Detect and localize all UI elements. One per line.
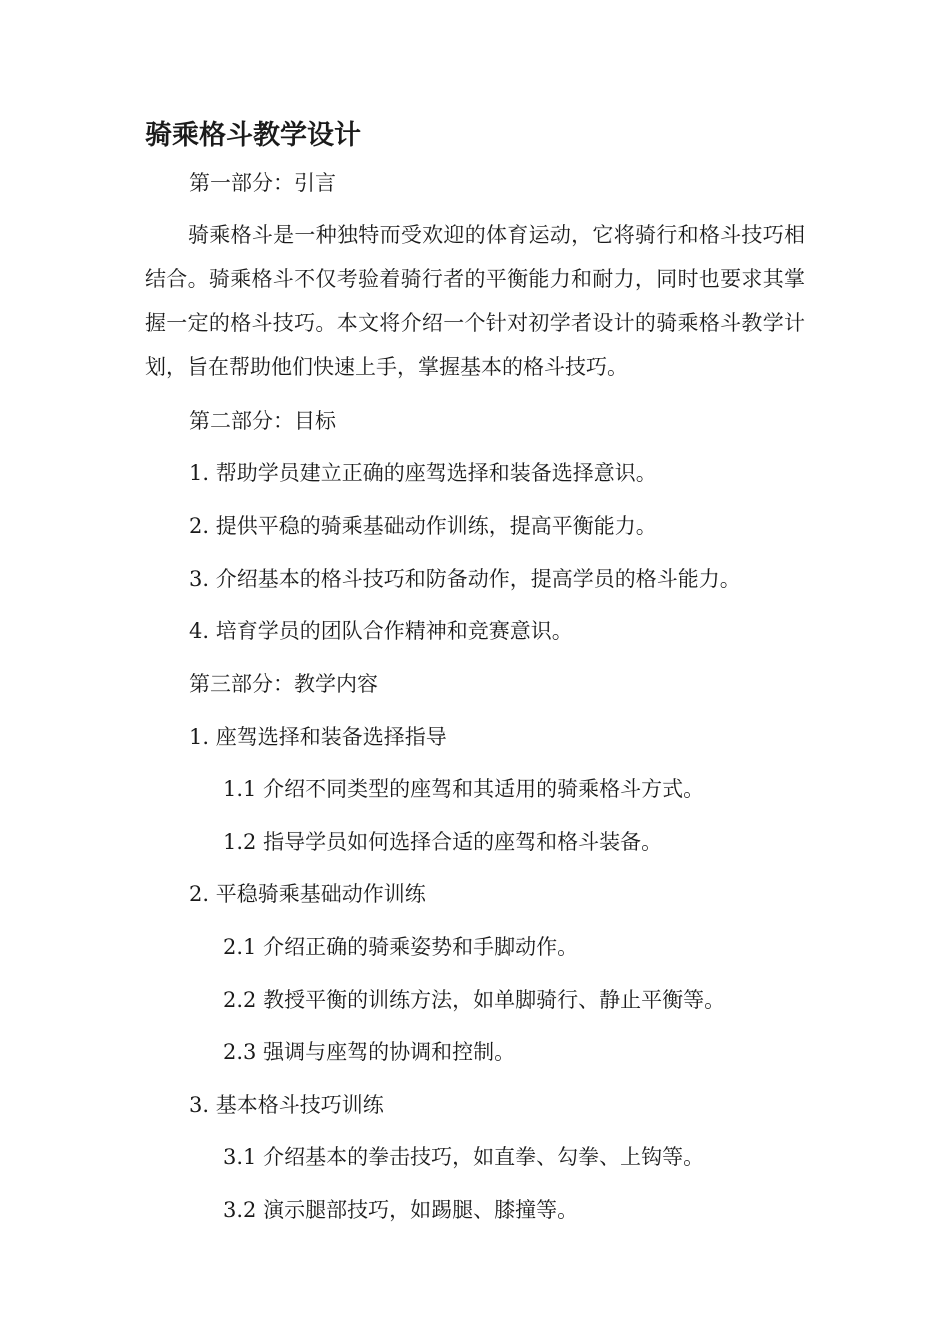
goal-item: 1. 帮助学员建立正确的座驾选择和装备选择意识。 — [189, 461, 657, 485]
document-title: 骑乘格斗教学设计 — [145, 120, 361, 151]
goal-item: 4. 培育学员的团队合作精神和竞赛意识。 — [189, 619, 573, 643]
section-item: 2.3 强调与座驾的协调和控制。 — [223, 1040, 516, 1064]
section-item: 3.1 介绍基本的拳击技巧，如直拳、勾拳、上钩等。 — [223, 1145, 705, 1169]
section-item: 2.2 教授平衡的训练方法，如单脚骑行、静止平衡等。 — [223, 988, 726, 1012]
section-item: 1.1 介绍不同类型的座驾和其适用的骑乘格斗方式。 — [223, 777, 705, 801]
section-title: 1. 座驾选择和装备选择指导 — [189, 725, 447, 749]
intro-paragraph: 骑乘格斗是一种独特而受欢迎的体育运动，它将骑行和格斗技巧相结合。骑乘格斗不仅考验着骑行者的平衡能力和耐力，同时也要求其掌握一定的格斗技巧。本文将介绍一个针对初学者设计的骑乘格斗教学计划，旨在帮助他们快速上手，掌握基本的格斗技巧。 — [145, 223, 805, 379]
section-item: 1.2 指导学员如何选择合适的座驾和格斗装备。 — [223, 830, 663, 854]
section-item: 2.1 介绍正确的骑乘姿势和手脚动作。 — [223, 935, 579, 959]
part1-heading: 第一部分：引言 — [189, 171, 336, 195]
part3-heading: 第三部分：教学内容 — [189, 672, 378, 696]
part2-heading: 第二部分：目标 — [189, 409, 336, 433]
section-item: 3.2 演示腿部技巧，如踢腿、膝撞等。 — [223, 1198, 579, 1222]
section-title: 2. 平稳骑乘基础动作训练 — [189, 882, 426, 906]
goal-item: 3. 介绍基本的格斗技巧和防备动作，提高学员的格斗能力。 — [189, 567, 741, 591]
section-title: 3. 基本格斗技巧训练 — [189, 1093, 384, 1117]
goal-item: 2. 提供平稳的骑乘基础动作训练，提高平衡能力。 — [189, 514, 657, 538]
